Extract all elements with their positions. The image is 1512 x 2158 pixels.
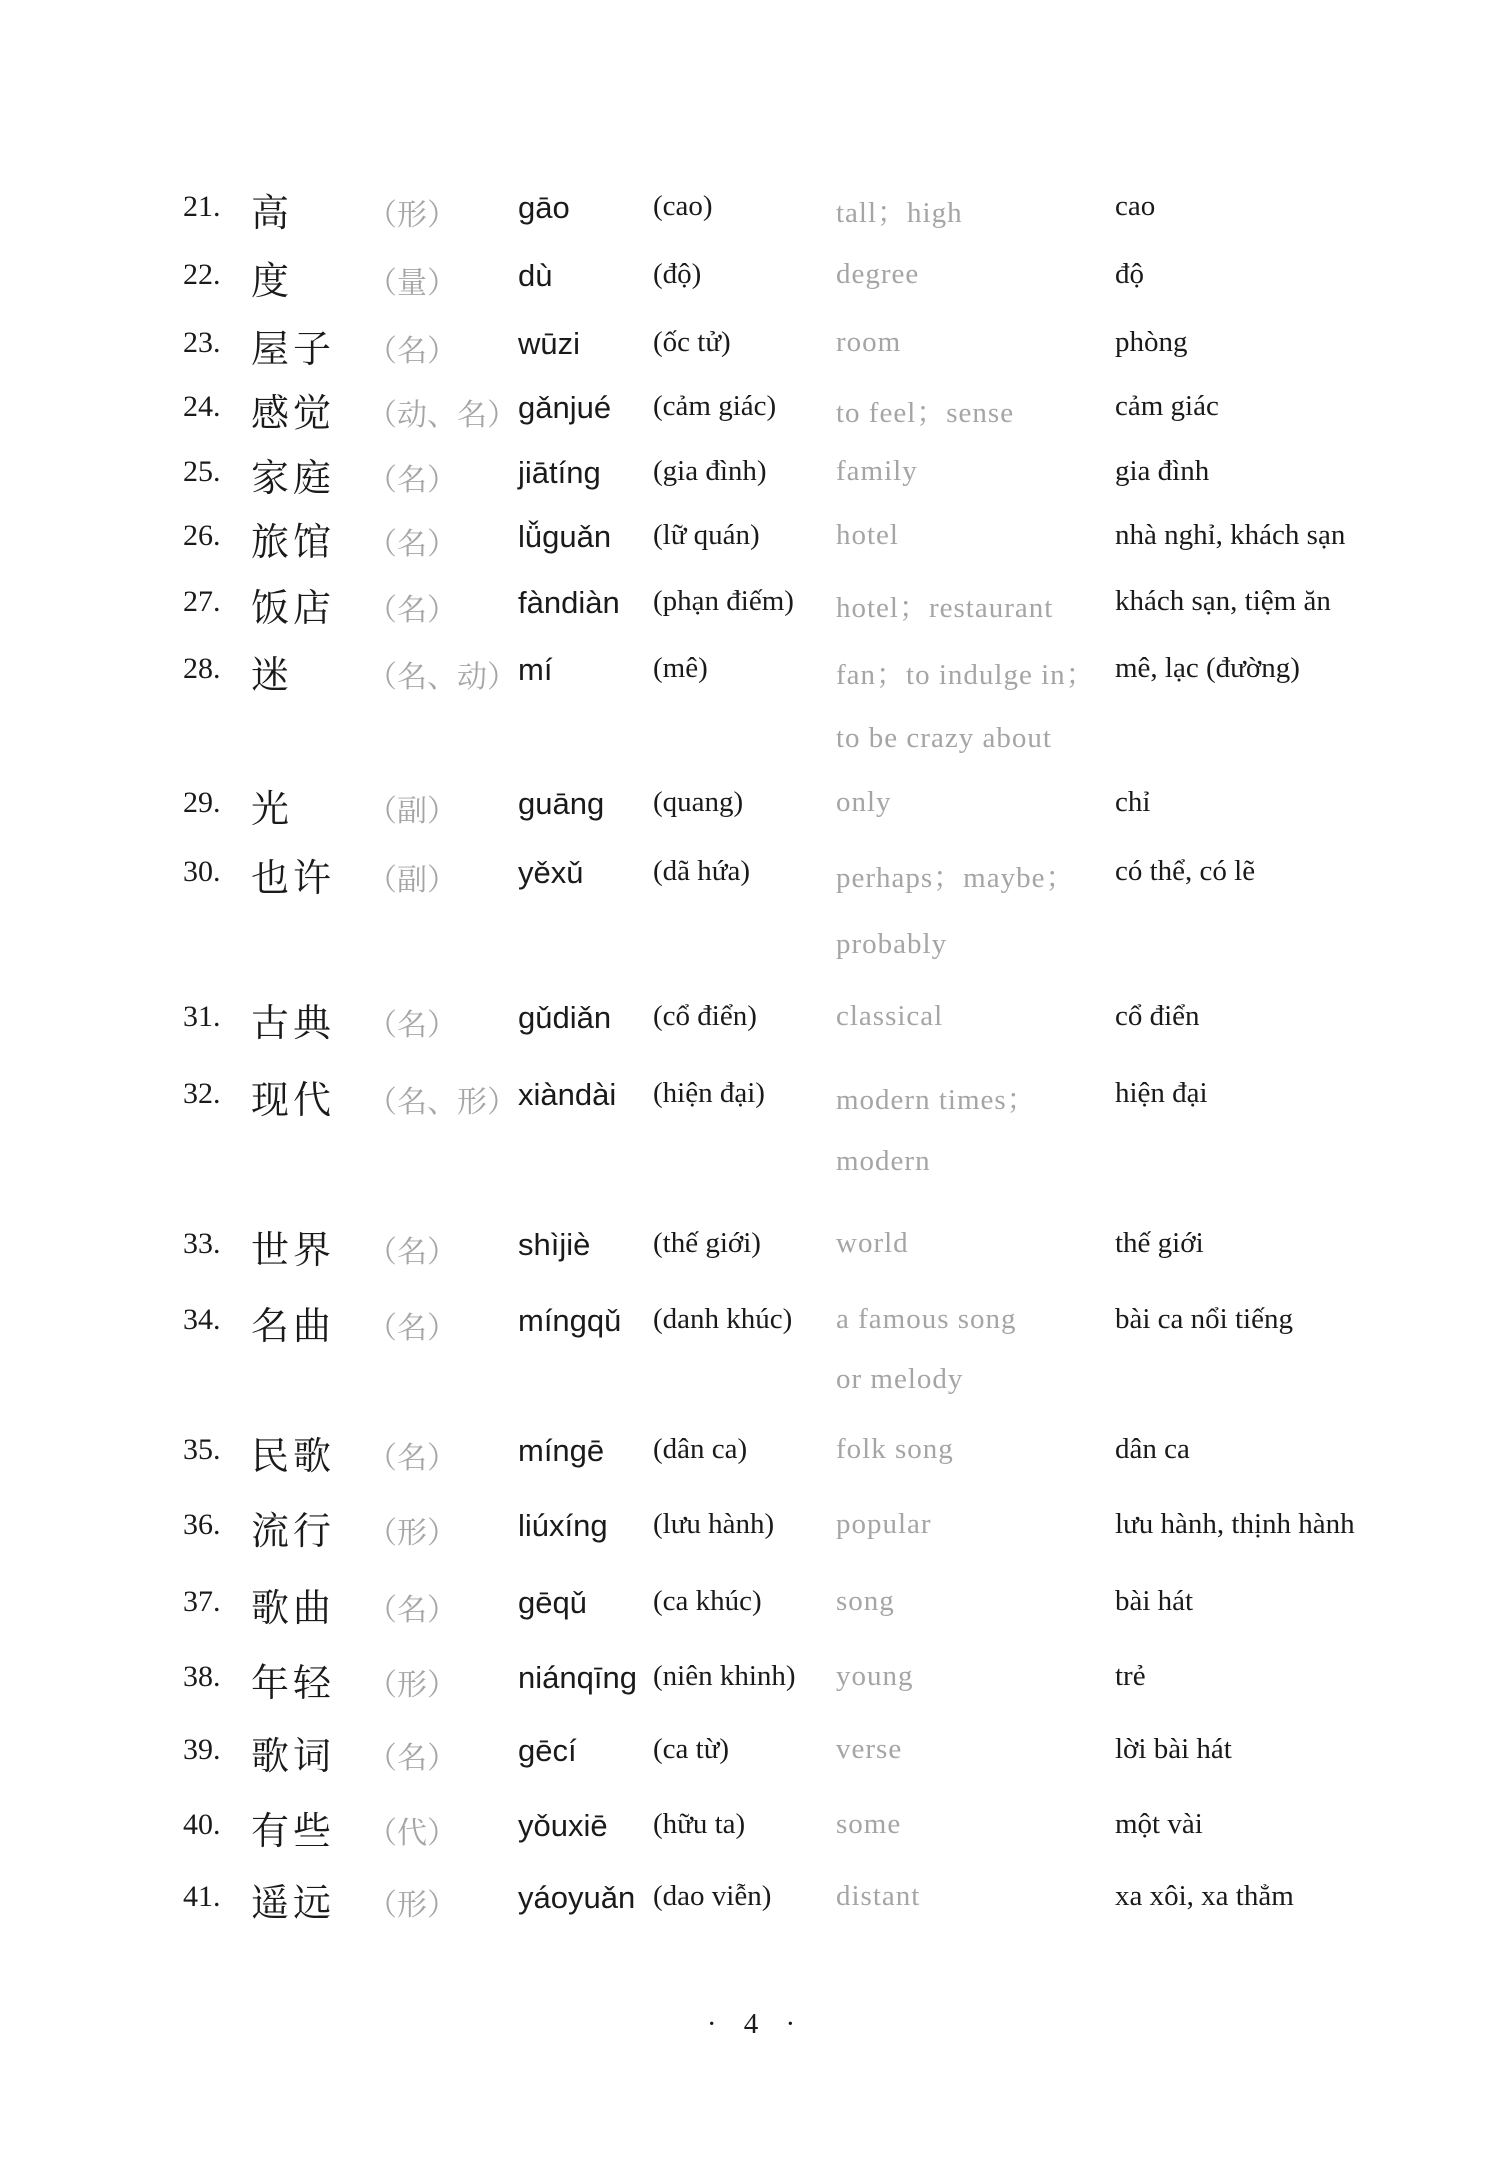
- chinese-word: 度: [251, 259, 294, 303]
- pinyin: yáoyuǎn: [518, 1880, 636, 1915]
- entry-number: 24.: [183, 390, 221, 423]
- part-of-speech: （副）: [367, 794, 457, 829]
- pinyin: gēqǔ: [518, 1585, 587, 1620]
- vietnamese-meaning: gia đình: [1115, 455, 1210, 487]
- vietnamese-meaning: cảm giác: [1115, 390, 1219, 422]
- han-viet-reading: (dã hứa): [653, 855, 751, 887]
- han-viet-reading: (quang): [653, 786, 744, 818]
- pinyin: gǔdiǎn: [518, 1000, 612, 1035]
- part-of-speech: （名）: [367, 1311, 457, 1346]
- part-of-speech: （名）: [367, 527, 457, 562]
- vietnamese-meaning: trẻ: [1115, 1660, 1146, 1692]
- english-meaning: perhaps；maybe；: [836, 862, 1076, 894]
- entry-number: 40.: [183, 1808, 221, 1841]
- english-meaning: classical: [836, 1000, 944, 1032]
- part-of-speech: （代）: [367, 1816, 457, 1851]
- english-meaning: world: [836, 1227, 909, 1259]
- han-viet-reading: (cổ điển): [653, 1000, 757, 1032]
- vietnamese-meaning: hiện đại: [1115, 1077, 1208, 1109]
- entry-number: 37.: [183, 1585, 221, 1618]
- part-of-speech: （形）: [367, 1888, 457, 1923]
- english-meaning: distant: [836, 1880, 921, 1912]
- chinese-word: 世界: [251, 1228, 336, 1272]
- english-meaning: hotel: [836, 519, 899, 551]
- entry-number: 34.: [183, 1303, 221, 1336]
- chinese-word: 感觉: [251, 391, 336, 435]
- han-viet-reading: (gia đình): [653, 455, 767, 487]
- entry-number: 27.: [183, 585, 221, 618]
- entry-number: 38.: [183, 1660, 221, 1693]
- part-of-speech: （副）: [367, 863, 457, 898]
- han-viet-reading: (cảm giác): [653, 390, 777, 422]
- vietnamese-meaning: nhà nghỉ, khách sạn: [1115, 519, 1346, 551]
- han-viet-reading: (độ): [653, 258, 702, 290]
- english-meaning: verse: [836, 1733, 903, 1765]
- english-meaning: some: [836, 1808, 902, 1840]
- han-viet-reading: (ca từ): [653, 1733, 730, 1765]
- entry-number: 29.: [183, 786, 221, 819]
- vietnamese-meaning: xa xôi, xa thẳm: [1115, 1880, 1294, 1912]
- english-meaning: tall；high: [836, 197, 963, 229]
- english-meaning-continued: modern: [836, 1145, 931, 1177]
- han-viet-reading: (phạn điếm): [653, 585, 794, 617]
- part-of-speech: （名）: [367, 1235, 457, 1270]
- han-viet-reading: (hiện đại): [653, 1077, 765, 1109]
- entry-number: 31.: [183, 1000, 221, 1033]
- chinese-word: 旅馆: [251, 520, 336, 564]
- chinese-word: 有些: [251, 1809, 336, 1853]
- english-meaning-continued: or melody: [836, 1363, 964, 1395]
- chinese-word: 高: [251, 191, 294, 235]
- han-viet-reading: (thế giới): [653, 1227, 761, 1259]
- english-meaning: song: [836, 1585, 895, 1617]
- vietnamese-meaning: dân ca: [1115, 1433, 1190, 1465]
- english-meaning: degree: [836, 258, 920, 290]
- han-viet-reading: (dao viễn): [653, 1880, 772, 1912]
- entry-number: 21.: [183, 190, 221, 223]
- vietnamese-meaning: cao: [1115, 190, 1156, 222]
- part-of-speech: （名、形）: [367, 1085, 517, 1120]
- part-of-speech: （名）: [367, 1593, 457, 1628]
- part-of-speech: （形）: [367, 198, 457, 233]
- vietnamese-meaning: lưu hành, thịnh hành: [1115, 1508, 1355, 1540]
- english-meaning-continued: probably: [836, 928, 948, 960]
- english-meaning: hotel；restaurant: [836, 592, 1054, 624]
- pinyin: jiātíng: [518, 455, 601, 490]
- part-of-speech: （名、动）: [367, 660, 517, 695]
- entry-number: 32.: [183, 1077, 221, 1110]
- entry-number: 33.: [183, 1227, 221, 1260]
- chinese-word: 歌词: [251, 1734, 336, 1778]
- vietnamese-meaning: độ: [1115, 258, 1144, 290]
- pinyin: míngē: [518, 1433, 605, 1468]
- entry-number: 25.: [183, 455, 221, 488]
- vietnamese-meaning: bài ca nổi tiếng: [1115, 1303, 1293, 1335]
- pinyin: guāng: [518, 786, 605, 821]
- english-meaning: only: [836, 786, 892, 818]
- pinyin: míngqǔ: [518, 1303, 622, 1338]
- part-of-speech: （名）: [367, 334, 457, 369]
- han-viet-reading: (lữ quán): [653, 519, 760, 551]
- han-viet-reading: (ốc tử): [653, 326, 731, 358]
- entry-number: 23.: [183, 326, 221, 359]
- english-meaning: room: [836, 326, 902, 358]
- pinyin: shìjiè: [518, 1227, 591, 1262]
- vietnamese-meaning: có thể, có lẽ: [1115, 855, 1256, 887]
- part-of-speech: （名）: [367, 593, 457, 628]
- pinyin: lǚguǎn: [518, 519, 612, 554]
- chinese-word: 光: [251, 787, 294, 831]
- chinese-word: 也许: [251, 856, 336, 900]
- page-number: · 4 ·: [706, 2008, 806, 2040]
- chinese-word: 屋子: [251, 327, 336, 371]
- chinese-word: 迷: [251, 653, 294, 697]
- entry-number: 28.: [183, 652, 221, 685]
- part-of-speech: （形）: [367, 1516, 457, 1551]
- english-meaning: fan；to indulge in；: [836, 659, 1096, 691]
- vietnamese-meaning: mê, lạc (đường): [1115, 652, 1300, 684]
- pinyin: niánqīng: [518, 1660, 637, 1695]
- pinyin: mí: [518, 652, 553, 687]
- han-viet-reading: (ca khúc): [653, 1585, 762, 1617]
- part-of-speech: （量）: [367, 266, 457, 301]
- pinyin: gēcí: [518, 1733, 577, 1768]
- entry-number: 30.: [183, 855, 221, 888]
- vietnamese-meaning: cổ điển: [1115, 1000, 1200, 1032]
- pinyin: yǒuxiē: [518, 1808, 608, 1843]
- chinese-word: 年轻: [251, 1661, 336, 1705]
- chinese-word: 歌曲: [251, 1586, 336, 1630]
- entry-number: 22.: [183, 258, 221, 291]
- pinyin: gāo: [518, 190, 570, 225]
- chinese-word: 家庭: [251, 456, 336, 500]
- entry-number: 41.: [183, 1880, 221, 1913]
- han-viet-reading: (lưu hành): [653, 1508, 775, 1540]
- han-viet-reading: (danh khúc): [653, 1303, 793, 1335]
- vietnamese-meaning: khách sạn, tiệm ăn: [1115, 585, 1331, 617]
- entry-number: 26.: [183, 519, 221, 552]
- entry-number: 35.: [183, 1433, 221, 1466]
- part-of-speech: （名）: [367, 1008, 457, 1043]
- chinese-word: 民歌: [251, 1434, 336, 1478]
- pinyin: yěxǔ: [518, 855, 584, 890]
- english-meaning: popular: [836, 1508, 932, 1540]
- han-viet-reading: (mê): [653, 652, 708, 684]
- english-meaning-continued: to be crazy about: [836, 722, 1052, 754]
- vietnamese-meaning: phòng: [1115, 326, 1188, 358]
- han-viet-reading: (dân ca): [653, 1433, 748, 1465]
- pinyin: dù: [518, 258, 553, 293]
- part-of-speech: （动、名）: [367, 398, 517, 433]
- english-meaning: modern times；: [836, 1084, 1037, 1116]
- chinese-word: 遥远: [251, 1881, 336, 1925]
- english-meaning: young: [836, 1660, 914, 1692]
- part-of-speech: （名）: [367, 1741, 457, 1776]
- pinyin: fàndiàn: [518, 585, 620, 620]
- english-meaning: family: [836, 455, 918, 487]
- entry-number: 36.: [183, 1508, 221, 1541]
- part-of-speech: （名）: [367, 463, 457, 498]
- english-meaning: a famous song: [836, 1303, 1017, 1335]
- han-viet-reading: (cao): [653, 190, 713, 222]
- han-viet-reading: (hữu ta): [653, 1808, 746, 1840]
- chinese-word: 名曲: [251, 1304, 336, 1348]
- chinese-word: 流行: [251, 1509, 336, 1553]
- han-viet-reading: (niên khinh): [653, 1660, 796, 1692]
- vietnamese-meaning: bài hát: [1115, 1585, 1194, 1617]
- vietnamese-meaning: một vài: [1115, 1808, 1203, 1840]
- english-meaning: folk song: [836, 1433, 954, 1465]
- pinyin: wūzi: [518, 326, 581, 361]
- english-meaning: to feel；sense: [836, 397, 1015, 429]
- chinese-word: 现代: [251, 1078, 336, 1122]
- chinese-word: 饭店: [251, 586, 336, 630]
- entry-number: 39.: [183, 1733, 221, 1766]
- pinyin: gǎnjué: [518, 390, 612, 425]
- part-of-speech: （形）: [367, 1668, 457, 1703]
- pinyin: xiàndài: [518, 1077, 617, 1112]
- vietnamese-meaning: chỉ: [1115, 786, 1151, 818]
- part-of-speech: （名）: [367, 1441, 457, 1476]
- vietnamese-meaning: thế giới: [1115, 1227, 1204, 1259]
- pinyin: liúxíng: [518, 1508, 608, 1543]
- vietnamese-meaning: lời bài hát: [1115, 1733, 1232, 1765]
- chinese-word: 古典: [251, 1001, 336, 1045]
